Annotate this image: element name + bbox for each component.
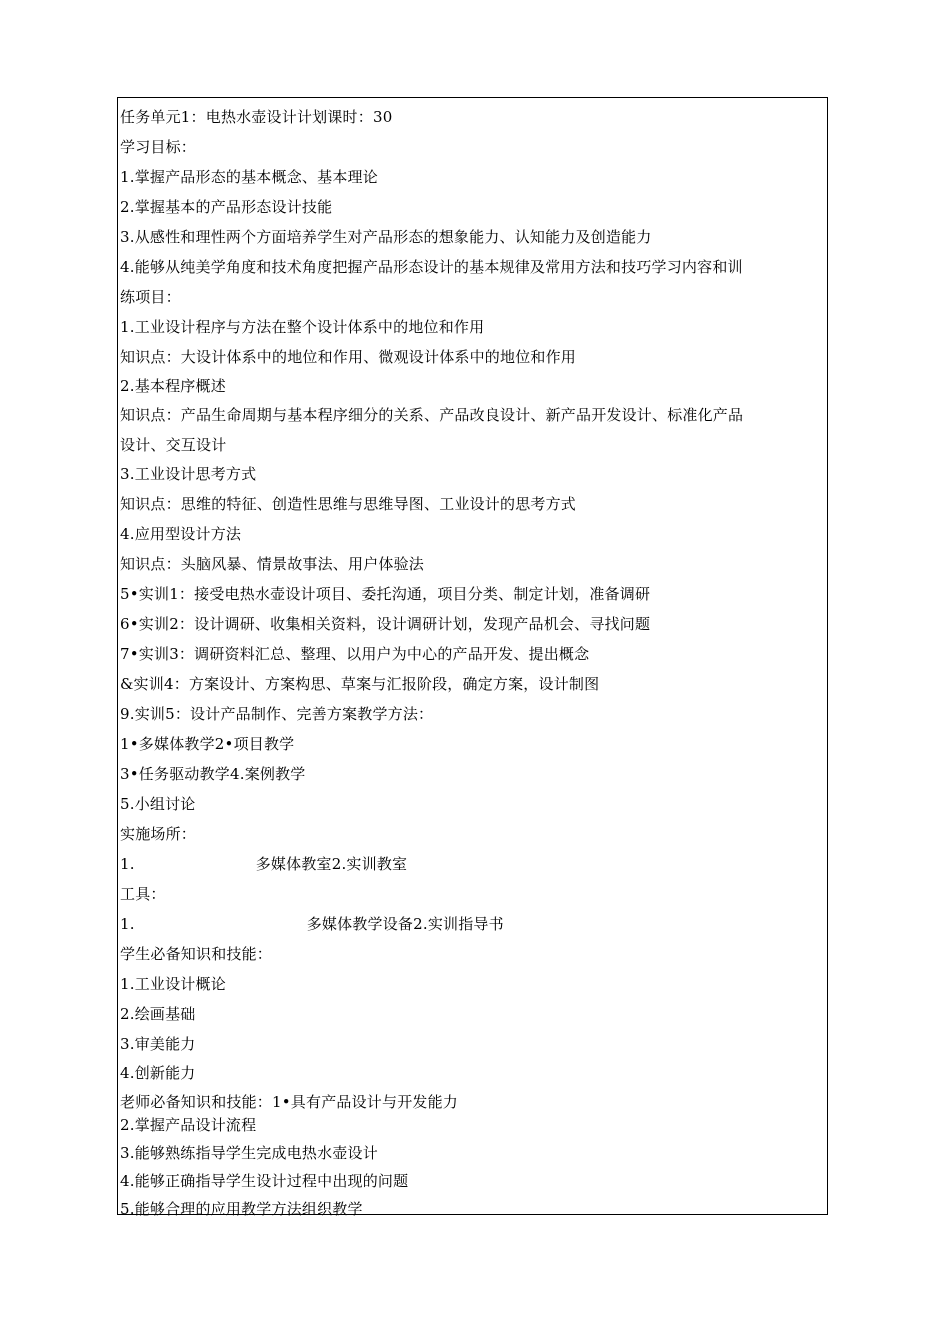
section-heading-objectives: 学习目标： <box>120 138 197 156</box>
method-item: 3•任务驱动教学4.案例教学 <box>120 765 306 783</box>
skill-item: 3.能够熟练指导学生完成电热水壶设计 <box>120 1144 378 1162</box>
text-line: 练项目： <box>120 288 181 306</box>
knowledge-point: 知识点：大设计体系中的地位和作用、微观设计体系中的地位和作用 <box>120 348 577 366</box>
training-item: 9.实训5：设计产品制作、完善方案教学方法： <box>120 705 434 723</box>
section-heading-teacher-skills: 老师必备知识和技能：1•具有产品设计与开发能力 <box>120 1093 458 1111</box>
section-heading-venue: 实施场所： <box>120 825 197 843</box>
content-item: 1.工业设计程序与方法在整个设计体系中的地位和作用 <box>120 318 485 336</box>
text-line: 设计、交互设计 <box>120 436 227 454</box>
unit-title: 任务单元1：电热水壶设计计划课时：30 <box>120 108 393 126</box>
knowledge-point: 知识点：头脑风暴、情景故事法、用户体验法 <box>120 555 425 573</box>
venue-detail: 多媒体教室2.实训教室 <box>255 855 408 873</box>
knowledge-point: 知识点：产品生命周期与基本程序细分的关系、产品改良设计、新产品开发设计、标准化产品 <box>120 406 744 424</box>
content-item: 3.工业设计思考方式 <box>120 465 257 483</box>
skill-item: 3.审美能力 <box>120 1035 196 1053</box>
tools-detail: 多媒体教学设备2.实训指导书 <box>306 915 504 933</box>
training-item: &实训4：方案设计、方案构思、草案与汇报阶段，确定方案，设计制图 <box>120 675 600 693</box>
training-item: 7•实训3：调研资料汇总、整理、以用户为中心的产品开发、提出概念 <box>120 645 590 663</box>
section-heading-student-skills: 学生必备知识和技能： <box>120 945 273 963</box>
tools-item: 1. 多媒体教学设备2.实训指导书 <box>120 915 504 933</box>
skill-item: 5.能够合理的应用教学方法组织教学 <box>120 1200 363 1218</box>
method-item: 1•多媒体教学2•项目教学 <box>120 735 295 753</box>
method-item: 5.小组讨论 <box>120 795 196 813</box>
content-item: 4.应用型设计方法 <box>120 525 242 543</box>
skill-item: 4.能够正确指导学生设计过程中出现的问题 <box>120 1172 409 1190</box>
venue-item: 1. 多媒体教室2.实训教室 <box>120 855 408 873</box>
skill-item: 1.工业设计概论 <box>120 975 226 993</box>
objective-item: 3.从感性和理性两个方面培养学生对产品形态的想象能力、认知能力及创造能力 <box>120 228 652 246</box>
skill-item: 4.创新能力 <box>120 1064 196 1082</box>
objective-item: 1.掌握产品形态的基本概念、基本理论 <box>120 168 378 186</box>
skill-item: 2.绘画基础 <box>120 1005 196 1023</box>
content-item: 2.基本程序概述 <box>120 377 226 395</box>
knowledge-point: 知识点：思维的特征、创造性思维与思维导图、工业设计的思考方式 <box>120 495 577 513</box>
training-item: 6•实训2：设计调研、收集相关资料，设计调研计划，发现产品机会、寻找问题 <box>120 615 651 633</box>
objective-item: 2.掌握基本的产品形态设计技能 <box>120 198 333 216</box>
skill-item: 2.掌握产品设计流程 <box>120 1116 257 1134</box>
training-item: 5•实训1：接受电热水壶设计项目、委托沟通，项目分类、制定计划，准备调研 <box>120 585 651 603</box>
section-heading-tools: 工具： <box>120 885 166 903</box>
objective-item: 4.能够从纯美学角度和技术角度把握产品形态设计的基本规律及常用方法和技巧学习内容和训 <box>120 258 743 276</box>
